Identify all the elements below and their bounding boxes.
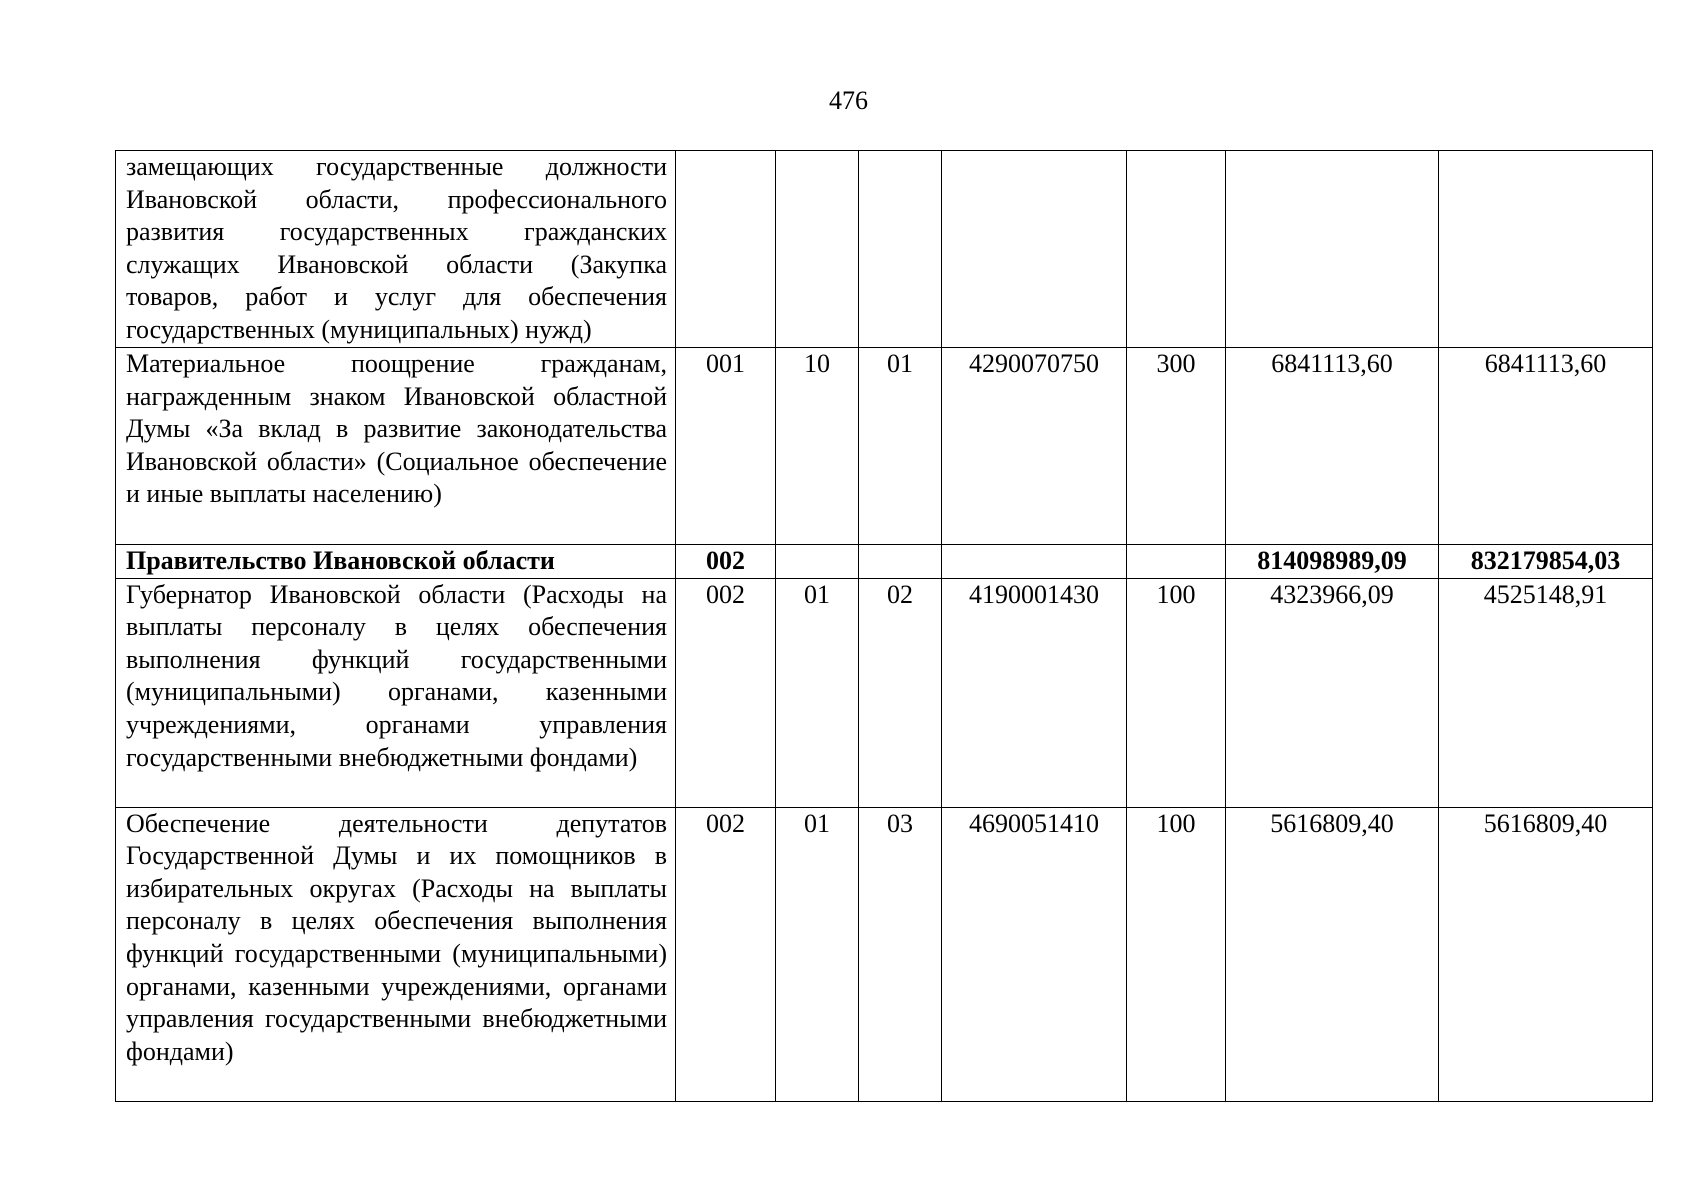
expense-type-code: 100 bbox=[1127, 807, 1226, 1101]
amount-year-2: 832179854,03 bbox=[1439, 545, 1653, 579]
section-code bbox=[776, 545, 859, 579]
expense-type-code: 300 bbox=[1127, 348, 1226, 545]
expense-type-code bbox=[1127, 151, 1226, 348]
amount-year-2: 6841113,60 bbox=[1439, 348, 1653, 545]
row-description: Правительство Ивановской области bbox=[116, 545, 676, 579]
expense-type-code bbox=[1127, 545, 1226, 579]
section-code: 01 bbox=[776, 807, 859, 1101]
ministry-code: 001 bbox=[676, 348, 776, 545]
row-description: замещающих государственные должности Ивановской области, профессионального развития государственных гражданских служащих Ивановской области (Закупка товаров, работ и услуг для обеспечения государственных (муниципальных) нужд) bbox=[116, 151, 676, 348]
table-row bbox=[116, 151, 1653, 348]
table-row bbox=[116, 578, 1653, 807]
row-description: Материальное поощрение гражданам, награжденным знаком Ивановской областной Думы «За вклад в развитие законодательства Ивановской области» (Социальное обеспечение и иные выплаты населению) bbox=[116, 348, 676, 545]
amount-year-1: 814098989,09 bbox=[1226, 545, 1439, 579]
target-article-code bbox=[942, 545, 1127, 579]
table-row bbox=[116, 348, 1653, 545]
target-article-code: 4690051410 bbox=[942, 807, 1127, 1101]
section-code: 10 bbox=[776, 348, 859, 545]
subsection-code bbox=[859, 151, 942, 348]
target-article-code: 4290070750 bbox=[942, 348, 1127, 545]
target-article-code: 4190001430 bbox=[942, 578, 1127, 807]
ministry-code: 002 bbox=[676, 578, 776, 807]
table-row bbox=[116, 807, 1653, 1101]
section-code bbox=[776, 151, 859, 348]
amount-year-1: 5616809,40 bbox=[1226, 807, 1439, 1101]
amount-year-2: 4525148,91 bbox=[1439, 578, 1653, 807]
amount-year-2: 5616809,40 bbox=[1439, 807, 1653, 1101]
subsection-code bbox=[859, 545, 942, 579]
expense-type-code: 100 bbox=[1127, 578, 1226, 807]
ministry-code: 002 bbox=[676, 807, 776, 1101]
subsection-code: 02 bbox=[859, 578, 942, 807]
amount-year-1: 4323966,09 bbox=[1226, 578, 1439, 807]
amount-year-1: 6841113,60 bbox=[1226, 348, 1439, 545]
row-description: Обеспечение деятельности депутатов Государственной Думы и их помощников в избирательных округах (Расходы на выплаты персоналу в целях обеспечения выполнения функций государственными (муниципальными) органами, казенными учреждениями, органами управления государственными внебюджетными фондами) bbox=[116, 807, 676, 1101]
section-code: 01 bbox=[776, 578, 859, 807]
table-row bbox=[116, 545, 1653, 579]
target-article-code bbox=[942, 151, 1127, 348]
ministry-code bbox=[676, 151, 776, 348]
row-description: Губернатор Ивановской области (Расходы на выплаты персоналу в целях обеспечения выполнения функций государственными (муниципальными) органами, казенными учреждениями, органами управления государственными внебюджетными фондами) bbox=[116, 578, 676, 807]
budget-table bbox=[115, 150, 1653, 1102]
subsection-code: 03 bbox=[859, 807, 942, 1101]
subsection-code: 01 bbox=[859, 348, 942, 545]
amount-year-2 bbox=[1439, 151, 1653, 348]
amount-year-1 bbox=[1226, 151, 1439, 348]
page-number: 476 bbox=[829, 86, 868, 115]
ministry-code: 002 bbox=[676, 545, 776, 579]
